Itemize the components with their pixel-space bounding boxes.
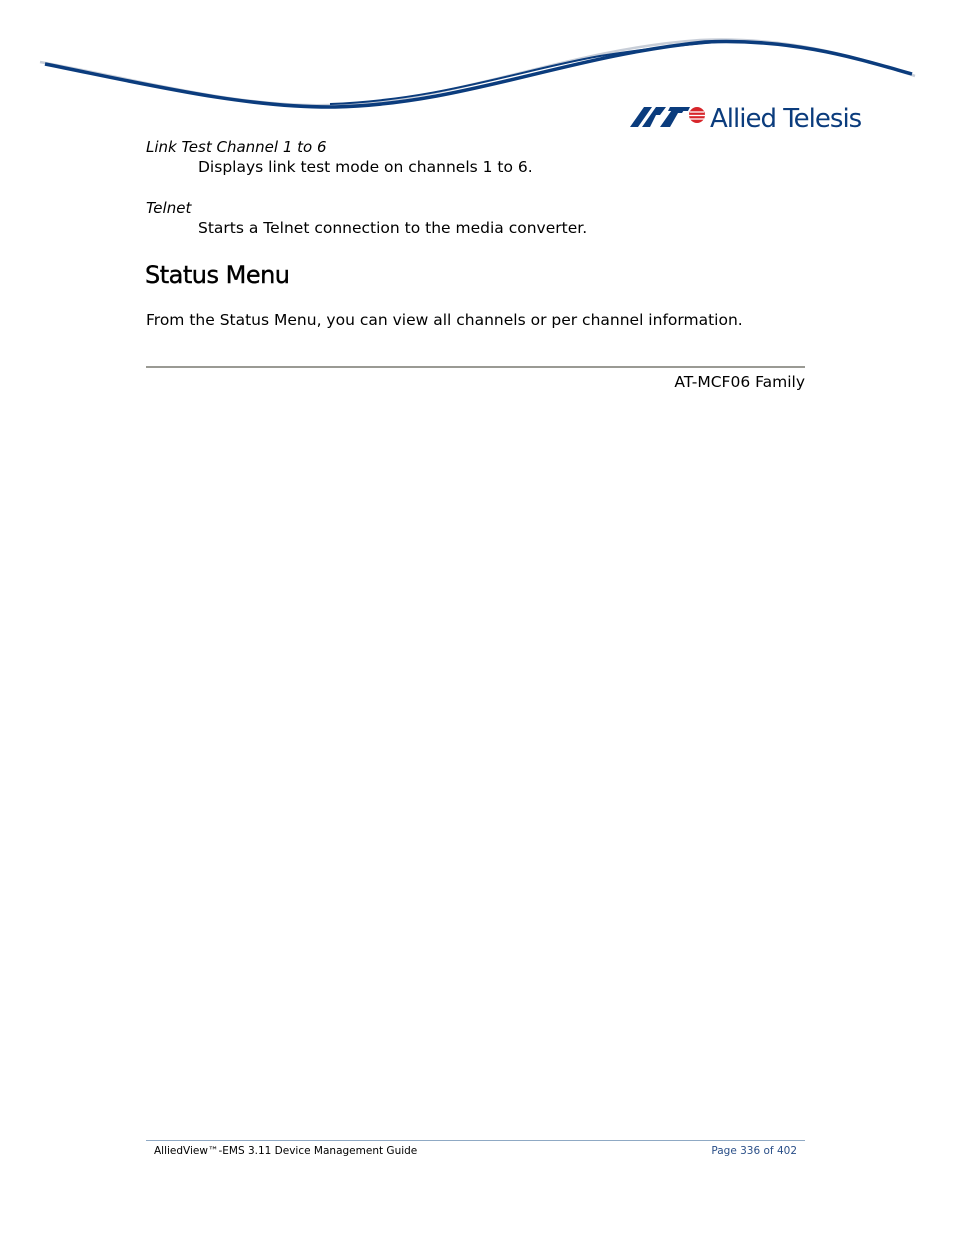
definition-description: Starts a Telnet connection to the media converter. <box>198 219 588 237</box>
section-intro: From the Status Menu, you can view all channels or per channel information. <box>146 311 743 329</box>
product-family: AT-MCF06 Family <box>674 373 805 391</box>
divider <box>146 366 805 368</box>
footer-page-number: Page 336 of 402 <box>711 1145 797 1157</box>
brand-name: Allied Telesis <box>710 104 862 134</box>
definition-term: Link Test Channel 1 to 6 <box>146 138 327 156</box>
definition-term: Telnet <box>146 199 192 217</box>
allied-telesis-logo <box>630 100 870 136</box>
footer-guide-title: AlliedView™-EMS 3.11 Device Management Guide <box>154 1145 418 1157</box>
definition-description: Displays link test mode on channels 1 to 6. <box>198 158 533 176</box>
footer-divider <box>146 1140 805 1141</box>
section-heading: Status Menu <box>145 261 290 289</box>
